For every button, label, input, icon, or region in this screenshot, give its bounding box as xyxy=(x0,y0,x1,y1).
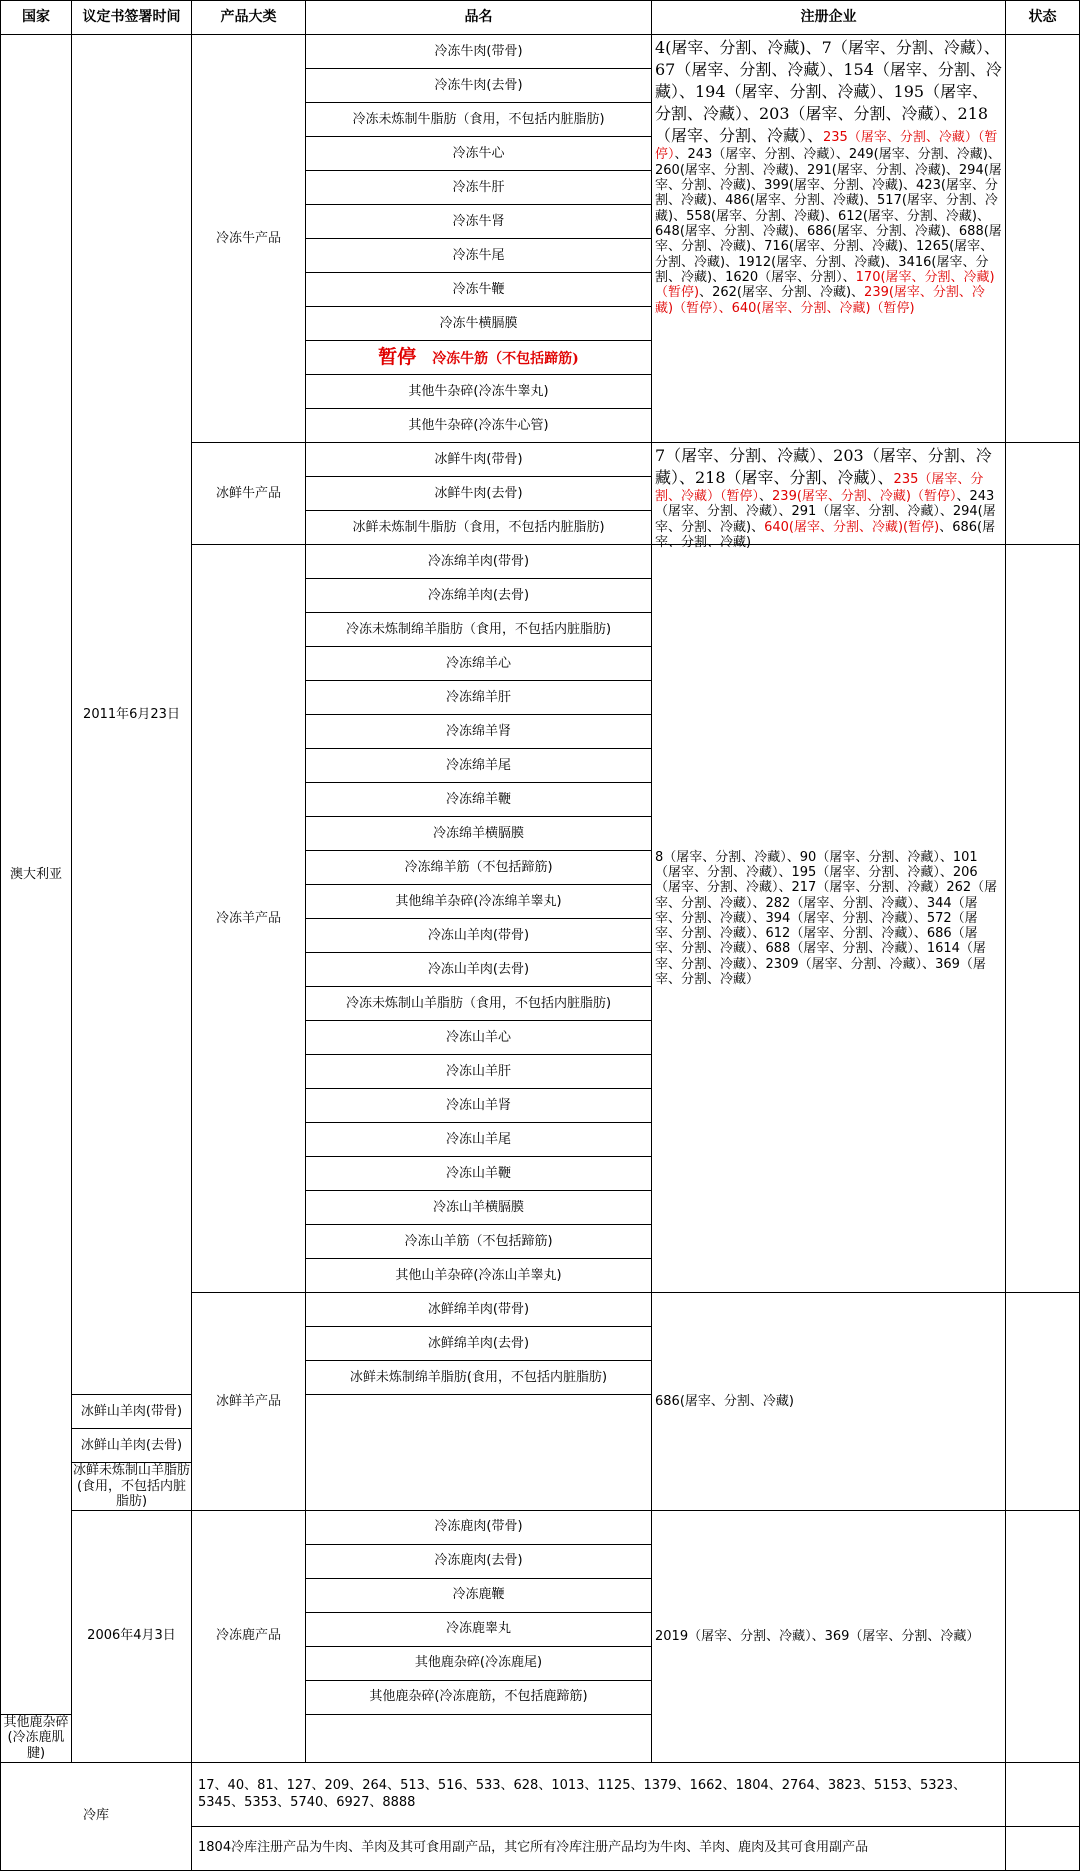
product-name: 冰鲜山羊肉(带骨) xyxy=(72,1395,192,1429)
header-country: 国家 xyxy=(1,1,72,35)
product-name: 冷冻牛鞭 xyxy=(306,273,652,307)
product-name: 冷冻山羊尾 xyxy=(306,1123,652,1157)
product-name: 冷冻山羊横膈膜 xyxy=(306,1191,652,1225)
date-cell-2006: 2006年4月3日 xyxy=(72,1510,192,1762)
header-product: 品名 xyxy=(306,1,652,35)
enterprise-text: 、243（屠宰、分割、冷藏）、249(屠宰、分割、冷藏)、260(屠宰、分割、冷藏)、291(屠宰、分割、冷藏)、294(屠宰、分割、冷藏)、399(屠宰、分割、冷藏)、423(屠宰、分割、冷藏)、486(屠宰、分割、冷藏)、517(屠宰、分割、冷藏)、558(屠宰、分割、冷藏)、612(屠宰、分割、冷藏)、648(屠宰、分割、冷藏)、686(屠宰、分割、冷藏)、688(屠宰、分割、冷藏)、716(屠宰、分割、冷藏)、1265(屠宰、分割、冷藏)、1912(屠宰、分割、冷藏)、3416(屠宰、分割、冷藏)、1620（屠宰、分割）、 xyxy=(655,147,1002,286)
product-name: 冰鲜绵羊肉(带骨) xyxy=(306,1293,652,1327)
product-name: 冷冻未炼制山羊脂肪（食用，不包括内脏脂肪) xyxy=(306,987,652,1021)
product-name: 冰鲜牛肉(去骨) xyxy=(306,477,652,511)
suspended-enterprise: 239(屠宰、分割、冷藏)（暂停）、640(屠宰、分割、冷藏)（暂停) xyxy=(655,285,985,316)
enterprise-frozen-sheep: 8（屠宰、分割、冷藏）、90（屠宰、分割、冷藏）、101（屠宰、分割、冷藏）、195（屠宰、分割、冷藏）、206（屠宰、分割、冷藏）、217（屠宰、分割、冷藏）262（屠宰、分割、冷藏）、282（屠宰、分割、冷藏）、344（屠宰、分割、冷藏）、394（屠宰、分割、冷藏）、572（屠宰、分割、冷藏）、612（屠宰、分割、冷藏）、686（屠宰、分割、冷藏）、688（屠宰、分割、冷藏）、1614（屠宰、分割、冷藏）、2309（屠宰、分割、冷藏）、369（屠宰、分割、冷藏） xyxy=(652,545,1006,1293)
category-frozen-deer: 冷冻鹿产品 xyxy=(192,1510,306,1762)
product-name: 其他牛杂碎(冷冻牛心管) xyxy=(306,409,652,443)
product-name: 冷冻未炼制绵羊脂肪（食用，不包括内脏脂肪) xyxy=(306,613,652,647)
suspended-tag: 暂停 xyxy=(378,346,417,369)
cold-store-list: 17、40、81、127、209、264、513、516、533、628、1013、1125、1379、1662、1804、2764、3823、5153、5323、5345、5353、5740、6927、8888 xyxy=(192,1762,1006,1826)
cold-store-label: 冷库 xyxy=(1,1762,192,1870)
product-name: 冷冻绵羊心 xyxy=(306,647,652,681)
suspended-product xyxy=(306,341,652,375)
suspended-enterprise: 239(屠宰、分割、冷藏)（暂停） xyxy=(772,489,957,505)
table-row xyxy=(1,35,1080,69)
product-name: 冷冻牛肝 xyxy=(306,171,652,205)
enterprise-frozen-deer: 2019（屠宰、分割、冷藏）、369（屠宰、分割、冷藏） xyxy=(652,1510,1006,1762)
product-name: 冰鲜未炼制山羊脂肪(食用，不包括内脏脂肪) xyxy=(72,1463,190,1510)
product-name: 其他鹿杂碎(冷冻鹿筋，不包括鹿蹄筋) xyxy=(306,1680,652,1714)
status-cell xyxy=(1006,443,1080,545)
enterprise-text: 、262(屠宰、分割、冷藏)、 xyxy=(699,285,865,301)
enterprise-chilled-beef xyxy=(652,443,1006,551)
product-name: 冷冻山羊肝 xyxy=(306,1055,652,1089)
product-name: 其他牛杂碎(冷冻牛睾丸) xyxy=(306,375,652,409)
status-cell xyxy=(1006,1762,1080,1826)
enterprise-text: 7（屠宰、分割、冷藏）、203（屠宰、分割、冷藏）、218（屠宰、分割、冷藏）、 xyxy=(655,446,992,488)
product-name: 冷冻山羊心 xyxy=(306,1021,652,1055)
category-frozen-sheep: 冷冻羊产品 xyxy=(192,545,306,1293)
suspended-enterprise: 640(屠宰、分割、冷藏)(暂停) xyxy=(764,519,940,535)
product-name: 冷冻牛尾 xyxy=(306,239,652,273)
enterprise-text: 、243（屠宰、分割、冷藏）、291（屠宰、分割、冷藏）、294(屠宰、分割、冷藏)、 xyxy=(655,489,996,535)
product-name: 冷冻绵羊横膈膜 xyxy=(306,817,652,851)
product-name: 冷冻鹿睾丸 xyxy=(306,1612,652,1646)
suspended-product-name: 冷冻牛筋（不包括蹄筋) xyxy=(432,351,579,368)
date-cell-2011: 2011年6月23日 xyxy=(72,35,192,1395)
product-name: 冷冻牛肾 xyxy=(306,205,652,239)
product-name: 其他鹿杂碎(冷冻鹿尾) xyxy=(306,1646,652,1680)
product-name: 其他绵羊杂碎(冷冻绵羊睾丸) xyxy=(306,885,652,919)
product-name: 冷冻绵羊鞭 xyxy=(306,783,652,817)
category-chilled-sheep: 冰鲜羊产品 xyxy=(192,1293,306,1511)
product-name: 冷冻牛肉(带骨) xyxy=(306,35,652,69)
product-name: 冷冻绵羊肝 xyxy=(306,681,652,715)
product-name: 冷冻绵羊肾 xyxy=(306,715,652,749)
product-name: 其他山羊杂碎(冷冻山羊睾丸) xyxy=(306,1259,652,1293)
product-name: 冷冻未炼制牛脂肪（食用，不包括内脏脂肪) xyxy=(306,103,652,137)
product-name: 冰鲜未炼制牛脂肪（食用，不包括内脏脂肪) xyxy=(306,511,652,545)
product-name: 冰鲜绵羊肉(去骨) xyxy=(306,1327,652,1361)
enterprise-text: 、686(屠宰、分割、冷藏) xyxy=(655,519,996,551)
enterprise-chilled-sheep: 686(屠宰、分割、冷藏) xyxy=(652,1293,1006,1511)
category-chilled-beef: 冰鲜牛产品 xyxy=(192,443,306,545)
product-name: 冷冻鹿肉(带骨) xyxy=(306,1510,652,1544)
suspended-enterprise: 235（屠宰、分割、冷藏）（暂停） xyxy=(655,472,984,505)
suspended-enterprise: 170(屠宰、分割、冷藏)（暂停) xyxy=(655,270,995,301)
product-name: 冰鲜牛肉(带骨) xyxy=(306,443,652,477)
header-enterprise: 注册企业 xyxy=(652,1,1006,35)
product-name: 冷冻牛肉(去骨) xyxy=(306,69,652,103)
product-name: 冷冻绵羊尾 xyxy=(306,749,652,783)
product-name: 冷冻绵羊筋（不包括蹄筋) xyxy=(306,851,652,885)
cold-store-note: 1804冷库注册产品为牛肉、羊肉及其可食用副产品，其它所有冷库注册产品均为牛肉、羊肉、鹿肉及其可食用副产品 xyxy=(192,1826,1006,1870)
product-name: 冷冻山羊肉(带骨) xyxy=(306,919,652,953)
product-name: 冰鲜山羊肉(去骨) xyxy=(72,1429,192,1463)
header-status: 状态 xyxy=(1006,1,1080,35)
product-name: 冷冻牛心 xyxy=(306,137,652,171)
product-name: 冰鲜未炼制绵羊脂肪(食用，不包括内脏脂肪) xyxy=(306,1361,652,1395)
status-cell xyxy=(1006,545,1080,1293)
product-name: 冷冻绵羊肉(去骨) xyxy=(306,579,652,613)
header-date: 议定书签署时间 xyxy=(72,1,192,35)
status-cell xyxy=(1006,35,1080,443)
enterprise-frozen-beef xyxy=(652,35,1006,443)
product-name: 冷冻牛横膈膜 xyxy=(306,307,652,341)
suspended-enterprise: 235（屠宰、分割、冷藏）（暂停） xyxy=(655,130,998,163)
product-name: 冷冻山羊肾 xyxy=(306,1089,652,1123)
product-name: 冷冻绵羊肉(带骨) xyxy=(306,545,652,579)
product-name: 其他鹿杂碎(冷冻鹿肌腱) xyxy=(1,1714,72,1762)
product-name: 冷冻鹿肉(去骨) xyxy=(306,1544,652,1578)
status-cell xyxy=(1006,1510,1080,1762)
status-cell xyxy=(1006,1826,1080,1870)
enterprise-text: 、 xyxy=(759,489,773,505)
header-category: 产品大类 xyxy=(192,1,306,35)
status-cell xyxy=(1006,1293,1080,1511)
product-name: 冷冻山羊筋（不包括蹄筋) xyxy=(306,1225,652,1259)
product-name: 冷冻鹿鞭 xyxy=(306,1578,652,1612)
product-name: 冷冻山羊鞭 xyxy=(306,1157,652,1191)
product-name: 冷冻山羊肉(去骨) xyxy=(306,953,652,987)
category-frozen-beef: 冷冻牛产品 xyxy=(192,35,306,443)
header-row xyxy=(1,1,1080,35)
country-cell: 澳大利亚 xyxy=(1,35,72,1715)
cold-store-row xyxy=(1,1762,1080,1826)
enterprise-text: 4(屠宰、分割、冷藏)、7（屠宰、分割、冷藏）、67（屠宰、分割、冷藏）、154（屠宰、分割、冷藏）、194（屠宰、分割、冷藏）、195（屠宰、分割、冷藏）、203（屠宰、分割、冷藏）、218（屠宰、分割、冷藏）、 xyxy=(655,38,1002,146)
